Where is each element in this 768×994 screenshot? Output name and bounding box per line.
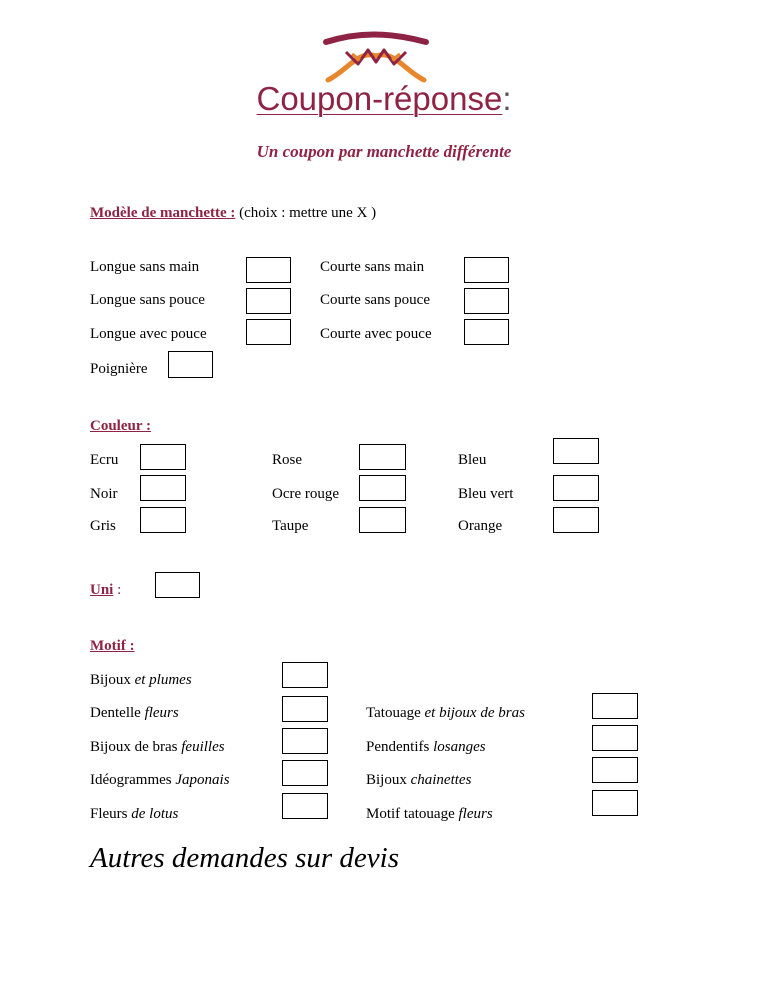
couleur-label: Noir [90, 486, 118, 502]
modele-option-label: Courte sans pouce [320, 292, 430, 308]
motif-label: Bijoux et plumes [90, 672, 192, 688]
modele-heading: Modèle de manchette : [90, 205, 236, 221]
checkbox-orange[interactable] [553, 507, 599, 533]
motif-label: Tatouage et bijoux de bras [366, 705, 525, 721]
motif-label: Bijoux de bras feuilles [90, 739, 225, 755]
couleur-label: Gris [90, 518, 116, 534]
motif-label: Fleurs de lotus [90, 806, 179, 822]
checkbox-gris[interactable] [140, 507, 186, 533]
page-title: Coupon-réponse: [256, 80, 512, 117]
checkbox-ecru[interactable] [140, 444, 186, 470]
checkbox-longue-avec-pouce[interactable] [246, 319, 291, 345]
checkbox-tatouage-bijoux-bras[interactable] [592, 693, 638, 719]
uni-heading: Uni [90, 582, 114, 598]
couleur-heading: Couleur : [90, 418, 151, 434]
checkbox-rose[interactable] [359, 444, 406, 470]
brand-logo [318, 30, 434, 84]
page-subtitle: Un coupon par manchette différente [256, 142, 512, 161]
couleur-label: Ocre rouge [272, 486, 340, 502]
checkbox-noir[interactable] [140, 475, 186, 501]
checkbox-bijoux-plumes[interactable] [282, 662, 328, 688]
motif-label: Bijoux chainettes [366, 772, 472, 788]
modele-option-label: Courte sans main [320, 259, 425, 275]
checkbox-dentelle-fleurs[interactable] [282, 696, 328, 722]
modele-heading-line [90, 204, 376, 222]
checkbox-ocre-rouge[interactable] [359, 475, 406, 501]
checkbox-uni[interactable] [155, 572, 200, 598]
modele-option-label: Courte avec pouce [320, 326, 432, 342]
checkbox-courte-avec-pouce[interactable] [464, 319, 509, 345]
motif-label: Motif tatouage fleurs [366, 806, 493, 822]
checkbox-ideogrammes-japonais[interactable] [282, 760, 328, 786]
motif-label: Dentelle fleurs [90, 705, 179, 721]
motif-heading: Motif : [90, 638, 135, 654]
checkbox-bleu[interactable] [553, 438, 599, 464]
checkbox-fleurs-lotus[interactable] [282, 793, 328, 819]
checkbox-pendentifs-losanges[interactable] [592, 725, 638, 751]
couleur-label: Ecru [90, 452, 119, 468]
checkbox-courte-sans-pouce[interactable] [464, 288, 509, 314]
checkbox-bijoux-chainettes[interactable] [592, 757, 638, 783]
couleur-label: Rose [272, 452, 302, 468]
modele-option-label: Longue avec pouce [90, 326, 207, 342]
checkbox-taupe[interactable] [359, 507, 406, 533]
motif-label: Idéogrammes Japonais [90, 772, 230, 788]
checkbox-courte-sans-main[interactable] [464, 257, 509, 283]
couleur-label: Orange [458, 518, 503, 534]
autres-demandes: Autres demandes sur devis [90, 842, 400, 874]
modele-option-label: Longue sans main [90, 259, 200, 275]
couleur-label: Taupe [272, 518, 309, 534]
couleur-label: Bleu [458, 452, 487, 468]
couleur-label: Bleu vert [458, 486, 514, 502]
modele-option-label: Poignière [90, 361, 148, 377]
checkbox-poigniere[interactable] [168, 351, 213, 378]
checkbox-motif-tatouage-fleurs[interactable] [592, 790, 638, 816]
checkbox-bijoux-bras-feuilles[interactable] [282, 728, 328, 754]
checkbox-longue-sans-pouce[interactable] [246, 288, 291, 314]
checkbox-longue-sans-main[interactable] [246, 257, 291, 283]
modele-note: (choix : mettre une X ) [235, 205, 377, 221]
motif-label: Pendentifs losanges [366, 739, 486, 755]
modele-option-label: Longue sans pouce [90, 292, 205, 308]
uni-heading-line: Uni : [90, 582, 122, 598]
checkbox-bleu-vert[interactable] [553, 475, 599, 501]
